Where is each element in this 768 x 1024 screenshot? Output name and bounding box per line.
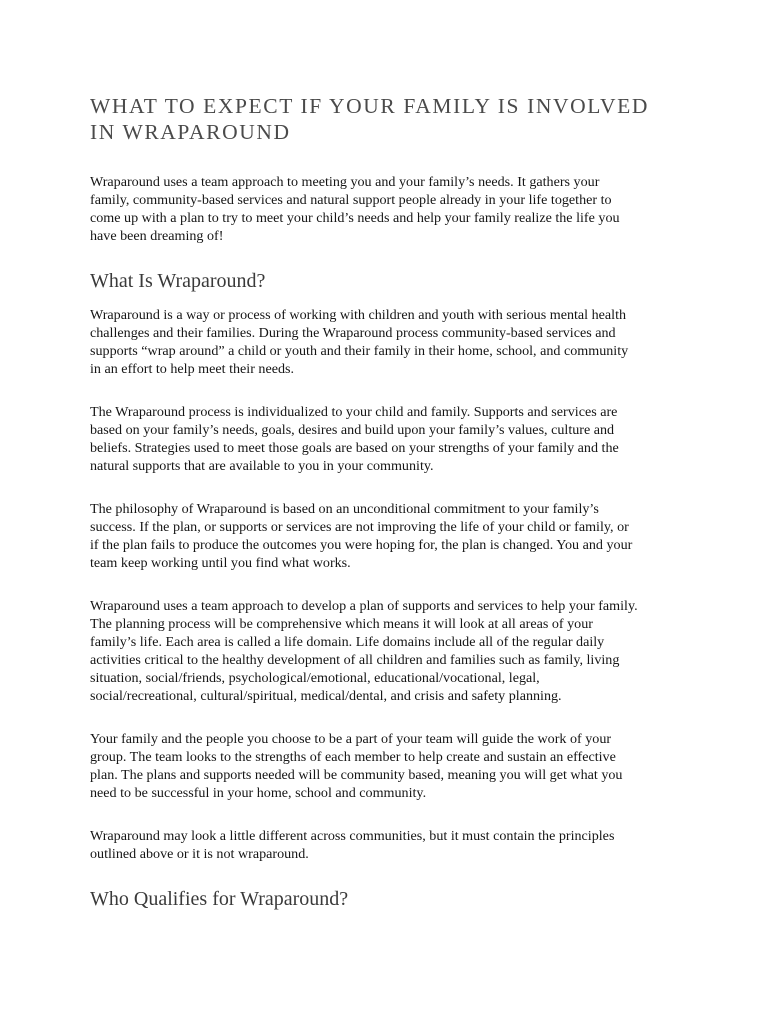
paragraph-team-guidance: Your family and the people you choose to be a part of your team will guide the work of your group. The team looks to the strengths of each member to help create and sustain an effective plan. The plans and supports needed will be community based, meaning you will get what you need to be successful in your home, school and community. <box>90 731 623 801</box>
paragraph-principles: Wraparound may look a little different across communities, but it must contain the principles outlined above or it is not wraparound. <box>90 828 615 862</box>
paragraph-philosophy: The philosophy of Wraparound is based on an unconditional commitment to your family’s success. If the plan, or supports or services are not improving the life of your child or family, or if the plan fails to produce the outcomes you were hoping for, the plan is changed. You and your team keep working until you find what works. <box>90 501 633 571</box>
section-heading-who-qualifies: Who Qualifies for Wraparound? <box>90 888 349 910</box>
intro-paragraph: Wraparound uses a team approach to meeting you and your family’s needs. It gathers your family, community-based services and natural support people already in your life together to come up with a plan to try to meet your child’s needs and help your family realize the life you have been dreaming of! <box>90 174 620 244</box>
section-heading-what-is-wraparound: What Is Wraparound? <box>90 270 266 292</box>
document-title: WHAT TO EXPECT IF YOUR FAMILY IS INVOLVED IN WRAPAROUND <box>90 94 649 144</box>
paragraph-individualized: The Wraparound process is individualized to your child and family. Supports and services are based on your family’s needs, goals, desires and build upon your family’s values, culture and beliefs. Strategies used to meet those goals are based on your strengths of your family and the natural supports that are available to you in your community. <box>90 404 619 474</box>
document-page <box>90 93 690 911</box>
paragraph-definition: Wraparound is a way or process of working with children and youth with serious mental health challenges and their families. During the Wraparound process community-based services and supports “wrap around” a child or youth and their family in their home, school, and community in an effort to help meet their needs. <box>90 307 629 377</box>
paragraph-team-approach: Wraparound uses a team approach to develop a plan of supports and services to help your family. The planning process will be comprehensive which means it will look at all areas of your family’s life. Each area is called a life domain. Life domains include all of the regular daily activities critical to the healthy development of all children and families such as family, living situation, social/friends, psychological/emotional, educational/vocational, legal, social/recreational, cultural/spiritual, medical/dental, and crisis and safety planning. <box>90 598 638 704</box>
